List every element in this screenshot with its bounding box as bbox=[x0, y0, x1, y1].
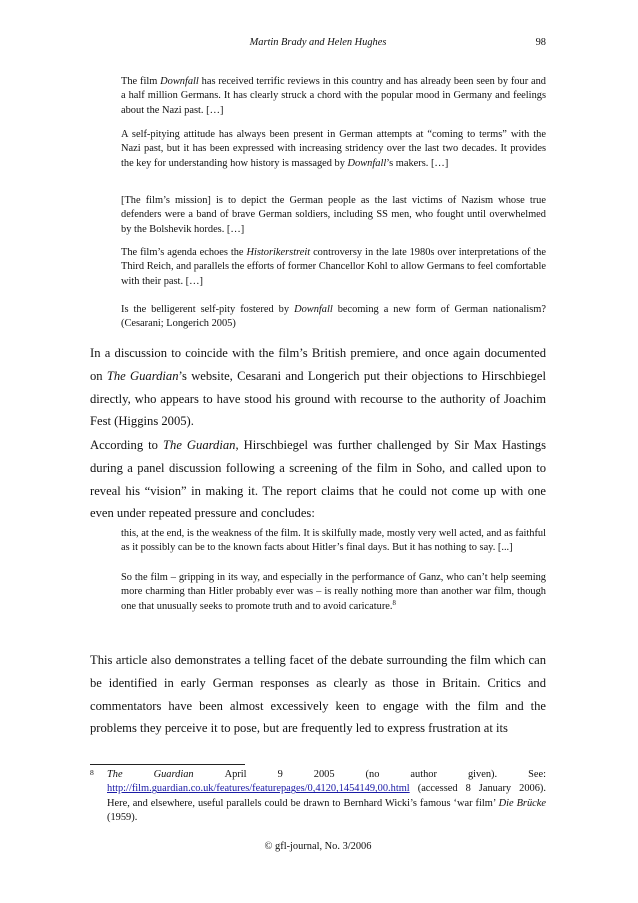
footnote-reference[interactable]: 8 bbox=[392, 599, 396, 607]
block-quote-paragraph: So the film – gripping in its way, and especially in the performance of Ganz, who can’t help seeming more charming than Hitler probably ever was – is really nothing more than another war film, though one that unusually seeks to promote truth and to avoid caricature.$^8$ bbox=[121, 572, 546, 612]
footnote-number: 8 bbox=[90, 768, 94, 777]
block-quote-paragraph: Is the belligerent self-pity fostered by Downfall becoming a new form of German nationalism? (Cesarani; Longerich 2005) bbox=[121, 304, 546, 330]
block-quote-paragraph: The film Downfall has received terrific reviews in this country and has already been seen by four and a half million Germans. It has clearly struck a chord with the popular mood in Germany and feelings about the Nazi past. […] bbox=[121, 76, 546, 116]
header-authors: Martin Brady and Helen Hughes bbox=[249, 37, 387, 48]
footnote-text: http://film.guardian.co.uk/features/featurepages/0,4120,1454149,00.html (accessed 8 January 2006). Here, and elsewhere, useful parallels could be drawn to Bernhard Wicki’s famous ‘war film’ Die Brücke (1959). bbox=[107, 783, 546, 824]
block-quote-paragraph: The film’s agenda echoes the Historikerstreit controversy in the late 1980s over interpretations of the Third Reich, and parallels the efforts of former Chancellor Kohl to allow Germans to feel comfortable with their past. […] bbox=[121, 247, 546, 287]
footnote-separator bbox=[90, 764, 245, 765]
body-paragraph: This article also demonstrates a telling facet of the debate surrounding the film which can be identified in early German responses as clearly as those in Britain. Critics and commentators have been almost excessively keen to engage with the film and the problems they perceive it to pose, but are frequently led to express frustration at its bbox=[90, 653, 546, 736]
body-paragraph: In a discussion to coincide with the film’s British premiere, and once again documented on The Guardian’s website, Cesarani and Longerich put their objections to Hirschbiegel directly, who appears to have stood his ground with recourse to the authority of Joachim Fest (Higgins 2005). bbox=[90, 346, 546, 429]
page-number: 98 bbox=[535, 37, 546, 48]
block-quote-paragraph: A self-pitying attitude has always been present in German attempts at “coming to terms” with the Nazi past, but it has been expressed with increasing stridency over the last two decades. It provides the key for understanding how history is massaged by Downfall’s makers. […] bbox=[121, 129, 546, 169]
body-paragraph: According to The Guardian, Hirschbiegel was further challenged by Sir Max Hastings during a panel discussion following a screening of the film in Soho, and called upon to reveal his “vision” in making it. The report claims that he could not come up with one even under repeated pressure and concludes: bbox=[90, 438, 547, 521]
footnote bbox=[90, 768, 546, 826]
footnote-first-line: The Guardian April 9 2005 (no author given). See: bbox=[107, 769, 546, 780]
block-quote-paragraph: this, at the end, is the weakness of the film. It is skilfully made, mostly very well acted, and as faithful as it possibly can be to the known facts about Hitler’s final days. But it has nothing to say. [...] bbox=[121, 528, 546, 554]
footnote-link[interactable]: http://film.guardian.co.uk/features/featurepages/0,4120,1454149,00.html bbox=[107, 783, 410, 795]
running-header bbox=[90, 37, 546, 53]
page-footer: © gfl-journal, No. 3/2006 bbox=[264, 841, 372, 852]
block-quote-paragraph: [The film’s mission] is to depict the German people as the last victims of Nazism whose true defenders were a band of brave German soldiers, including SS men, who fought until overwhelmed by the Bolshevik hordes. […] bbox=[121, 195, 546, 235]
